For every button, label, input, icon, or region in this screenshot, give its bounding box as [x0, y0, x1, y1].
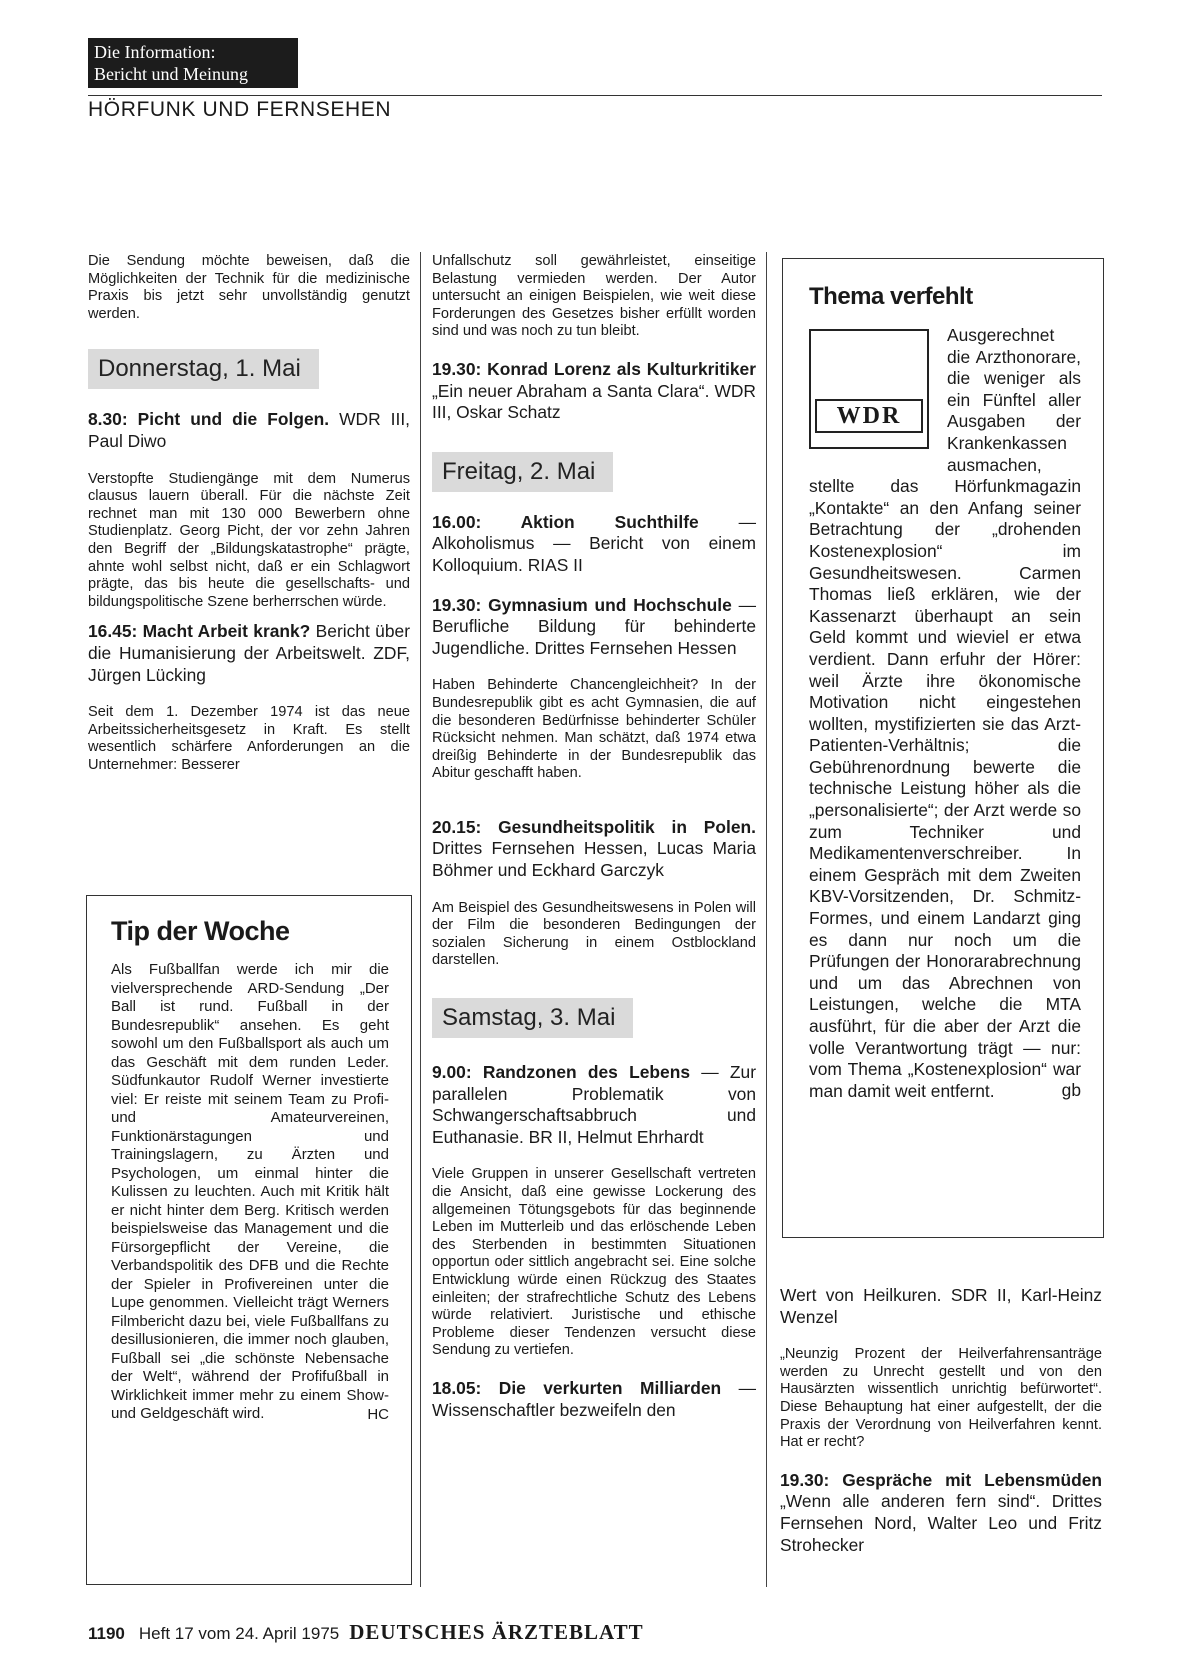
day-banner-thursday: Donnerstag, 1. Mai	[88, 349, 319, 389]
program-details: — Zur parallelen Problematik von Schwangerschaftsabbruch und Euthanasie. BR II, Helmut Ehrhardt	[432, 1062, 757, 1147]
program-entry	[88, 621, 410, 686]
program-details: „Wenn alle anderen fern sind“. Drittes Fernsehen Nord, Walter Leo und Fritz Strohecker	[780, 1491, 1102, 1555]
program-details: — Wissenschaftler bezweifeln den	[432, 1377, 756, 1420]
continued-text: Wert von Heilkuren. SDR II, Karl-Heinz Wenzel	[780, 1285, 1102, 1327]
program-time-title: 20.15: Gesundheitspolitik in Polen.	[432, 816, 756, 837]
program-entry	[432, 817, 756, 882]
program-description: Verstopfte Studiengänge mit dem Numerus clausus lauern überall. Für die nächste Zeit rechnet man mit 130 000 Bewerbern ohne Studienplatz. Georg Picht, der vor zehn Jahren den Begriff der „Bildungskatastrophe“ prägte, ahnte wohl selbst nicht, daß er ein Schlagwort prägte, das bis heute die gesellschafts- und bildungspolitische Szene berherrschen würde.	[88, 470, 410, 610]
column-3	[780, 1285, 1102, 1556]
magazine-name: DEUTSCHES ÄRZTEBLATT	[349, 1620, 644, 1644]
column-divider	[420, 252, 421, 1587]
tip-body: Als Fußballfan werde ich mir die vielversprechende ARD-Sendung „Der Ball ist rund. Fußball in der Bundesrepublik“ ansehen. Es geht sowohl um den Fußballsport als auch um das Geschäft mit dem runden Leder. Südfunkautor Rudolf Werner investierte viel: Er reiste mit seinem Team zu Profi- und Amateurvereinen, Funktionärstagungen und Trainingslagern, zu Ärzten und Psychologen, um einmal hinter die Kulissen zu leuchten. Auch mit Kritik hält er nicht hinter dem Berg. Kritisch werden beispielsweise das Management und die Fürsorgepflicht der Vereine, die Verbandspolitik des DFB und die Rechte der Spieler in Profivereinen unter die Lupe genommen. Vielleicht trägt Werners Filmbericht dazu bei, viele Fußballfans zu desillusionieren, die immer noch glauben, Fußball sei „die schönste Nebensache der Welt“, während der Profifußball in Wirklichkeit immer mehr zu einem Show- und Geldgeschäft wird.	[111, 961, 389, 1422]
program-entry	[432, 1378, 756, 1421]
program-time-title: 16.45: Macht Arbeit krank?	[88, 621, 311, 642]
program-time-title: 19.30: Gymnasium und Hochschule	[432, 594, 732, 615]
program-entry	[432, 1062, 756, 1148]
program-details: WDR III, Paul Diwo	[88, 409, 410, 451]
program-entry	[432, 512, 756, 577]
issue-info: Heft 17 vom 24. April 1975	[138, 1624, 340, 1643]
program-time-title: 19.30: Konrad Lorenz als Kulturkritiker	[432, 358, 756, 379]
program-entry	[432, 595, 756, 660]
program-description: Viele Gruppen in unserer Gesellschaft vertreten die Ansicht, daß eine gewisse Lockerung des allgemeinen Tötungsgebots für das beginnende Leben im Mutterleib und das erlöschende Leben des Sterbenden in bestimmten Situationen opportun oder sittlich angebracht sei. Eine solche Entwicklung würde einen Rückzug des Staates einleiten; der strafrechtliche Schutz des Lebens würde relativiert. Juristische und ethische Probleme dieser Tendenzen versucht diese Sendung zu vertiefen.	[432, 1166, 756, 1359]
masthead	[88, 38, 298, 88]
column-divider	[766, 252, 767, 1587]
tip-heading: Tip der Woche	[111, 916, 290, 946]
program-entry	[432, 359, 756, 424]
program-time-title: 18.05: Die verkurten Milliarden	[432, 1377, 722, 1398]
program-details: „Ein neuer Abraham a Santa Clara“. WDR III, Oskar Schatz	[432, 380, 756, 423]
program-description: „Neunzig Prozent der Heilverfahrensanträge werden zu Unrecht gestellt und von den Hausärzten wissentlich unrichtig befürwortet“. Diese Behauptung hat einer aufgestellt, der die Praxis der Verordnung von Heilverfahren kennt. Hat er recht?	[780, 1346, 1102, 1451]
column-2	[432, 253, 756, 1421]
program-description: Haben Behinderte Chancengleichheit? In der Bundesrepublik gibt es acht Gymnasien, die auf die besonderen Bedürfnisse behinderter Schüler Rücksicht nehmen. Man schätzt, daß 1974 etwa dreißig Behinderte in der Bundesrepublik das Abitur geschafft haben.	[432, 677, 756, 782]
program-description: Seit dem 1. Dezember 1974 ist das neue Arbeitssicherheitsgesetz in Kraft. Es stellt wesentlich schärfere Anforderungen an die Unternehmer: Besserer	[88, 704, 410, 773]
continued-text: Unfallschutz soll gewährleistet, einseitige Belastung vermieden werden. Der Autor untersucht an einigen Beispielen, wie weit diese Forderungen des Gesetzes bisher erfüllt worden sind und was noch zu tun bleibt.	[432, 253, 756, 340]
tip-of-week-box	[86, 895, 412, 1585]
wdr-logo	[809, 329, 929, 449]
program-details: Bericht über die Humanisierung der Arbeitswelt. ZDF, Jürgen Lücking	[88, 621, 410, 685]
intro-text: Die Sendung möchte beweisen, daß die Möglichkeiten der Technik für die medizinische Praxis bis jetzt sehr unvollständig genutzt werden.	[88, 253, 410, 322]
program-details: Drittes Fernsehen Hessen, Lucas Maria Böhmer und Eckhard Garczyk	[432, 838, 756, 881]
section-title: HÖRFUNK UND FERNSEHEN	[88, 98, 392, 121]
masthead-line2: Bericht und Meinung	[94, 64, 248, 84]
column-1	[88, 253, 410, 774]
program-time-title: 16.00: Aktion Suchthilfe	[432, 511, 699, 532]
program-details: — Berufliche Bildung für behinderte Jugendliche. Drittes Fernsehen Hessen	[432, 594, 756, 658]
tip-signature: HC	[367, 1405, 389, 1423]
commentary-box	[782, 258, 1104, 1238]
commentary-signature: gb	[1061, 1080, 1081, 1101]
wdr-logo-text: WDR	[815, 399, 923, 433]
page-number: 1190	[88, 1624, 125, 1643]
program-description: Am Beispiel des Gesundheitswesens in Polen will der Film die besonderen Bedingungen der sozialen Sicherung in einem Ostblockland darstellen.	[432, 899, 756, 969]
program-details: — Alkoholismus — Bericht von einem Kolloquium. RIAS II	[432, 511, 756, 575]
commentary-body: Ausgerechnet die Arzthonorare, die weniger als ein Fünftel aller Ausgaben der Krankenkassen ausmachen, stellte das Hörfunkmagazin „Kontakte“ an den Anfang seiner Betrachtung der „drohenden Kostenexplosion“ im Gesundheitswesen. Carmen Thomas ließ erklären, wie der Kassenarzt überhaupt an sein Geld kommt und wieviel er etwa verdient. Dann erfuhr der Hörer: weil Ärzte ihre ökonomische Motivation nicht eingestehen wollten, mystifizierten sie das Arzt-Patienten-Verhältnis; die Gebührenordnung bewerte die technische Leistung höher als die „personalisierte“; der Arzt werde so zum Techniker und Medikamentenverschreiber. In einem Gespräch mit dem Zweiten KBV-Vorsitzenden, Dr. Schmitz-Formes, und einem Landarzt ging es dann nur noch um die Prüfungen der Honorarabrechnung und um das Abrechnen von Leistungen, welche die MTA ausführt, für die aber der Arzt die volle Verantwortung trägt — nur: vom Thema „Kostenexplosion“ war man damit weit entfernt.	[809, 325, 1081, 1101]
program-entry	[88, 409, 410, 452]
program-entry	[780, 1470, 1102, 1556]
day-banner-saturday: Samstag, 3. Mai	[432, 998, 633, 1038]
commentary-heading: Thema verfehlt	[809, 283, 973, 310]
page-footer	[88, 1620, 644, 1645]
header-rule	[88, 95, 1102, 96]
program-time-title: 8.30: Picht und die Folgen.	[88, 409, 330, 430]
masthead-line1: Die Information:	[94, 42, 216, 62]
program-time-title: 9.00: Randzonen des Lebens	[432, 1062, 690, 1083]
day-banner-friday: Freitag, 2. Mai	[432, 452, 613, 492]
program-time-title: 19.30: Gespräche mit Lebensmüden	[780, 1469, 1102, 1490]
